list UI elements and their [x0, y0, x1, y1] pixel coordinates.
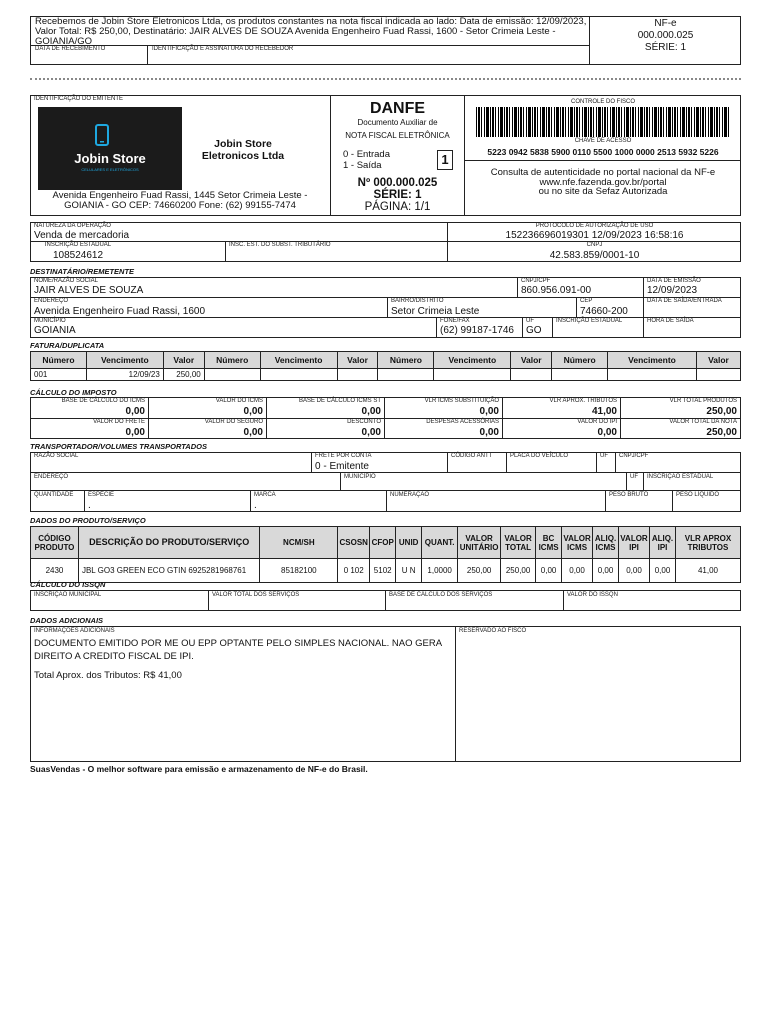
- cnpj-label: CNPJ: [586, 242, 603, 248]
- imp-total-produtos-label: VLR TOTAL PRODUTOS: [669, 398, 737, 404]
- transp-marca: .: [254, 500, 257, 511]
- produtos-table: [30, 526, 741, 583]
- protocolo-value: 152236696019301 12/09/2023 16:58:16: [505, 230, 684, 241]
- phone-logo-icon: [38, 107, 182, 190]
- prod-bc-icms: 0,00: [536, 559, 562, 583]
- danfe-sub1: Documento Auxiliar de: [357, 118, 438, 127]
- prod-aliq-ipi: 0,00: [650, 559, 676, 583]
- prod-cfop: 5102: [370, 559, 396, 583]
- prod-tributos: 41,00: [675, 559, 740, 583]
- prod-col-valor-total: VALOR TOTAL: [501, 527, 536, 559]
- transp-qtd-label: QUANTIDADE: [34, 492, 74, 498]
- fatura-cell: [696, 369, 740, 381]
- prod-quant: 1,0000: [422, 559, 458, 583]
- controle-label: CONTROLE DO FISCO: [570, 99, 635, 105]
- prod-col-quant: QUANT.: [422, 527, 458, 559]
- chave-acesso: 5223 0942 5838 5900 0110 5500 1000 0000 2513 5932 5226: [487, 147, 719, 157]
- consulta-2: www.nfe.fazenda.gov.br/portal: [539, 177, 667, 188]
- ie-value: 108524612: [52, 250, 104, 261]
- dest-fone-label: FONE/FAX: [440, 318, 470, 324]
- transportador-section: TRANSPORTADOR/VOLUMES TRANSPORTADOS: [30, 442, 207, 451]
- chave-label: CHAVE DE ACESSO: [574, 138, 632, 144]
- adicionais-info-1: DOCUMENTO EMITIDO POR ME OU EPP OPTANTE PELO SIMPLES NACIONAL. NAO GERA DIREITO A CREDITO FISCAL DE IPI.: [34, 638, 442, 662]
- fatura-col-vencimento: Vencimento: [608, 352, 697, 369]
- dest-ie-label: INSCRIÇÃO ESTADUAL: [556, 318, 623, 324]
- fatura-col-valor: Valor: [163, 352, 204, 369]
- fatura-cell: [337, 369, 378, 381]
- transp-frete: 0 - Emitente: [315, 461, 369, 472]
- prod-codigo: 2430: [31, 559, 79, 583]
- fatura-cell: 12/09/23: [86, 369, 163, 381]
- imp-seguro-label: VALOR DO SEGURO: [204, 419, 263, 425]
- imp-icms-label: VALOR DO ICMS: [215, 398, 263, 404]
- adicionais-section: DADOS ADICIONAIS: [30, 616, 104, 625]
- canhoto-nfe-numero: 000.000.025: [637, 30, 694, 41]
- fatura-cell: [204, 369, 260, 381]
- danfe-entrada: 0 - Entrada: [343, 149, 390, 160]
- fatura-cell: 250,00: [163, 369, 204, 381]
- dest-emissao-label: DATA DE EMISSÃO: [647, 278, 701, 284]
- prod-descricao: JBL GO3 GREEN ECO GTIN 6925281968761: [78, 559, 259, 583]
- imp-ipi: 0,00: [597, 427, 617, 438]
- fatura-cell: [434, 369, 511, 381]
- imp-despesas-label: DESPESAS ACESSÓRIAS: [426, 419, 499, 425]
- issqn-total-label: VALOR TOTAL DOS SERVIÇOS: [212, 592, 300, 598]
- dest-bairro: Setor Crimeia Leste: [391, 306, 480, 317]
- prod-aliq-icms: 0,00: [593, 559, 619, 583]
- emitente-section-label: IDENTIFICAÇÃO DO EMITENTE: [34, 96, 124, 102]
- dest-fone: (62) 99187-1746: [440, 325, 514, 336]
- table-row: [31, 369, 741, 381]
- prod-unid: U N: [396, 559, 422, 583]
- fatura-table: [30, 351, 741, 381]
- adicionais-info-label: INFORMAÇÕES ADICIONAIS: [34, 628, 115, 634]
- assinatura-label: IDENTIFICAÇÃO E ASSINATURA DO RECEBEDOR: [152, 46, 294, 52]
- dest-uf: GO: [526, 325, 542, 336]
- prod-col-aliq-icms: ALIQ. ICMS: [593, 527, 619, 559]
- transp-antt-label: CÓDIGO ANTT: [451, 453, 493, 459]
- prod-col-csosn: CSOSN: [338, 527, 370, 559]
- transp-especie-label: ESPÉCIE: [88, 492, 115, 498]
- transp-ie-label: INSCRIÇÃO ESTADUAL: [647, 474, 714, 480]
- imp-bc-st: 0,00: [361, 406, 381, 417]
- imp-tributos: 41,00: [591, 406, 617, 417]
- prod-col-valor-unitario: VALOR UNITÁRIO: [458, 527, 501, 559]
- ie-label: INSCRIÇÃO ESTADUAL: [44, 242, 112, 248]
- adicionais-info-2: Total Aprox. dos Tributos: R$ 41,00: [34, 670, 182, 681]
- transp-peso-liq-label: PESO LÍQUIDO: [676, 492, 720, 498]
- transp-peso-bruto-label: PESO BRUTO: [609, 492, 649, 498]
- transp-marca-label: MARCA: [254, 492, 276, 498]
- imp-despesas: 0,00: [479, 427, 499, 438]
- dest-uf-label: UF: [526, 318, 534, 324]
- fatura-header-row: [31, 352, 741, 369]
- imp-total-nota: 250,00: [706, 427, 737, 438]
- fatura-col-numero: Número: [552, 352, 608, 369]
- prod-csosn: 0 102: [338, 559, 370, 583]
- canhoto-nfe-label: NF-e: [654, 18, 677, 29]
- barcode: [476, 107, 729, 137]
- fatura-cell: [552, 369, 608, 381]
- imp-total-produtos: 250,00: [706, 406, 737, 417]
- transp-cnpj-label: CNPJ/CPF: [619, 453, 649, 459]
- fatura-col-valor: Valor: [337, 352, 378, 369]
- danfe-saida: 1 - Saída: [343, 160, 382, 171]
- dest-municipio-label: MUNICÍPIO: [34, 318, 66, 324]
- prod-col-bc-icms: BC ICMS: [536, 527, 562, 559]
- fatura-col-numero: Número: [204, 352, 260, 369]
- dest-municipio: GOIANIA: [34, 325, 76, 336]
- imp-desconto: 0,00: [361, 427, 381, 438]
- cut-line: [30, 78, 741, 80]
- prod-valor-icms: 0,00: [562, 559, 593, 583]
- transp-razao-label: RAZÃO SOCIAL: [34, 453, 79, 459]
- danfe-pagina: PÁGINA: 1/1: [364, 201, 431, 213]
- logo-sub: CELULARES E ELETRÔNICOS: [81, 167, 139, 172]
- dest-hora-label: HORA DE SAÍDA: [647, 318, 694, 324]
- data-recebimento-label: DATA DE RECEBIMENTO: [35, 46, 106, 52]
- canhoto-nfe: [590, 18, 741, 54]
- table-row: [31, 559, 741, 583]
- logo: [38, 107, 182, 190]
- imp-frete-label: VALOR DO FRETE: [93, 419, 145, 425]
- prod-col-descricao: DESCRIÇÃO DO PRODUTO/SERVIÇO: [78, 527, 259, 559]
- imp-total-nota-label: VALOR TOTAL DA NOTA: [669, 419, 737, 425]
- transp-frete-label: FRETE POR CONTA: [315, 453, 372, 459]
- ie-st-label: INSC. EST. DO SUBST. TRIBUTÁRIO: [229, 242, 331, 248]
- dest-bairro-label: BAIRRO/DISTRITO: [391, 298, 444, 304]
- fatura-col-vencimento: Vencimento: [260, 352, 337, 369]
- canhoto-nfe-serie: SÉRIE: 1: [644, 42, 687, 53]
- danfe-title: DANFE: [369, 100, 426, 117]
- fatura-col-vencimento: Vencimento: [434, 352, 511, 369]
- fatura-cell: [260, 369, 337, 381]
- danfe-serie: SÉRIE: 1: [373, 189, 422, 201]
- transp-placa-label: PLACA DO VEÍCULO: [510, 453, 569, 459]
- dest-cep: 74660-200: [580, 306, 628, 317]
- dest-cpf: 860.956.091-00: [521, 285, 592, 296]
- dest-saida-label: DATA DE SAÍDA/ENTRADA: [647, 298, 722, 304]
- imp-icms: 0,00: [243, 406, 263, 417]
- produtos-header-row: [31, 527, 741, 559]
- imp-tributos-label: VLR APROX. TRIBUTOS: [549, 398, 617, 404]
- fatura-col-numero: Número: [31, 352, 87, 369]
- fatura-cell: [511, 369, 552, 381]
- canhoto-text: Recebemos de Jobin Store Eletronicos Ltda, os produtos constantes na nota fiscal indicada ao lado: Data de emissão: 12/09/2023, Valor Total: R$ 250,00, Destinatário: JAIR ALVES DE SOUZA Avenida Engenheiro Fuad Rassi, 1600 - Setor Crimeia Leste - GOIANIA/GO: [35, 16, 587, 47]
- imp-icms-st-label: VLR ICMS SUBSTITUIÇÃO: [424, 398, 499, 404]
- fatura-col-numero: Número: [378, 352, 434, 369]
- consulta-3: ou no site da Sefaz Autorizada: [538, 186, 668, 197]
- dest-emissao: 12/09/2023: [647, 285, 698, 296]
- transp-uf2-label: UF: [630, 474, 638, 480]
- prod-col-valor-icms: VALOR ICMS: [562, 527, 593, 559]
- prod-ncm: 85182100: [260, 559, 338, 583]
- prod-col-valor-ipi: VALOR IPI: [619, 527, 650, 559]
- issqn-valor-label: VALOR DO ISSQN: [567, 592, 618, 598]
- consulta-1: Consulta de autenticidade no portal nacional da NF-e: [490, 167, 716, 178]
- fatura-cell: [608, 369, 697, 381]
- protocolo-label: PROTOCOLO DE AUTORIZAÇÃO DE USO: [535, 223, 654, 229]
- transp-uf-label: UF: [600, 453, 608, 459]
- dest-nome-label: NOME/RAZÃO SOCIAL: [34, 278, 99, 284]
- fatura-col-valor: Valor: [511, 352, 552, 369]
- prod-col-unid: UNID: [396, 527, 422, 559]
- transp-numeracao-label: NUMERAÇÃO: [390, 492, 430, 498]
- danfe-numero: Nº 000.000.025: [357, 177, 438, 189]
- destinatario-section: DESTINATÁRIO/REMETENTE: [30, 267, 135, 276]
- prod-col-codigo: CÓDIGO PRODUTO: [31, 527, 79, 559]
- issqn-bc-label: BASE DE CÁLCULO DOS SERVIÇOS: [389, 592, 493, 598]
- imp-bc-st-label: BASE DE CÁLCULO ICMS ST: [298, 398, 381, 404]
- dest-endereco-label: ENDEREÇO: [34, 298, 69, 304]
- prod-col-tributos: VLR APROX TRIBUTOS: [675, 527, 740, 559]
- logo-text: Jobin Store: [74, 151, 146, 166]
- imp-ipi-label: VALOR DO IPI: [577, 419, 617, 425]
- prod-col-aliq-ipi: ALIQ. IPI: [650, 527, 676, 559]
- issqn-im-label: INSCRIÇÃO MUNICIPAL: [34, 592, 102, 598]
- prod-valor-total: 250,00: [501, 559, 536, 583]
- dest-endereco: Avenida Engenheiro Fuad Rassi, 1600: [34, 306, 206, 317]
- fatura-cell: [378, 369, 434, 381]
- prod-col-cfop: CFOP: [370, 527, 396, 559]
- produtos-section: DADOS DO PRODUTO/SERVIÇO: [30, 516, 146, 525]
- imp-bc-icms: 0,00: [125, 406, 145, 417]
- natureza-value: Venda de mercadoria: [34, 230, 130, 241]
- fatura-section: FATURA/DUPLICATA: [30, 341, 105, 350]
- emitente-endereco: Avenida Engenheiro Fuad Rassi, 1445 Setor Crimeia Leste - GOIANIA - GO CEP: 74660200 Fone: (62) 99155-7474: [52, 190, 308, 211]
- fatura-col-valor: Valor: [696, 352, 740, 369]
- issqn-section: CÁLCULO DO ISSQN: [30, 580, 106, 589]
- imp-seguro: 0,00: [243, 427, 263, 438]
- imp-bc-icms-label: BASE DE CÁLCULO DO ICMS: [61, 398, 145, 404]
- danfe-tipo: 1: [437, 150, 453, 170]
- prod-col-ncm: NCM/SH: [260, 527, 338, 559]
- prod-valor-unitario: 250,00: [458, 559, 501, 583]
- adicionais-fisco-label: RESERVADO AO FISCO: [459, 628, 527, 634]
- prod-valor-ipi: 0,00: [619, 559, 650, 583]
- transp-municipio-label: MUNICÍPIO: [344, 474, 376, 480]
- danfe-sub2: NOTA FISCAL ELETRÔNICA: [345, 131, 450, 140]
- transp-endereco-label: ENDEREÇO: [34, 474, 69, 480]
- transp-especie: .: [88, 500, 91, 511]
- imp-icms-st: 0,00: [479, 406, 499, 417]
- dest-cpf-label: CNPJ/CPF: [521, 278, 551, 284]
- emitente-nome: Jobin Store Eletronicos Ltda: [201, 138, 285, 162]
- footer-text: SuasVendas - O melhor software para emissão e armazenamento de NF-e do Brasil.: [30, 764, 368, 774]
- dest-nome: JAIR ALVES DE SOUZA: [34, 285, 144, 296]
- imposto-section: CÁLCULO DO IMPOSTO: [30, 388, 117, 397]
- cnpj-value: 42.583.859/0001-10: [549, 250, 640, 261]
- fatura-col-vencimento: Vencimento: [86, 352, 163, 369]
- dest-cep-label: CEP: [580, 298, 593, 304]
- natureza-label: NATUREZA DA OPERAÇÃO: [34, 223, 111, 229]
- imp-desconto-label: DESCONTO: [347, 419, 381, 425]
- fatura-cell: 001: [31, 369, 87, 381]
- imp-frete: 0,00: [125, 427, 145, 438]
